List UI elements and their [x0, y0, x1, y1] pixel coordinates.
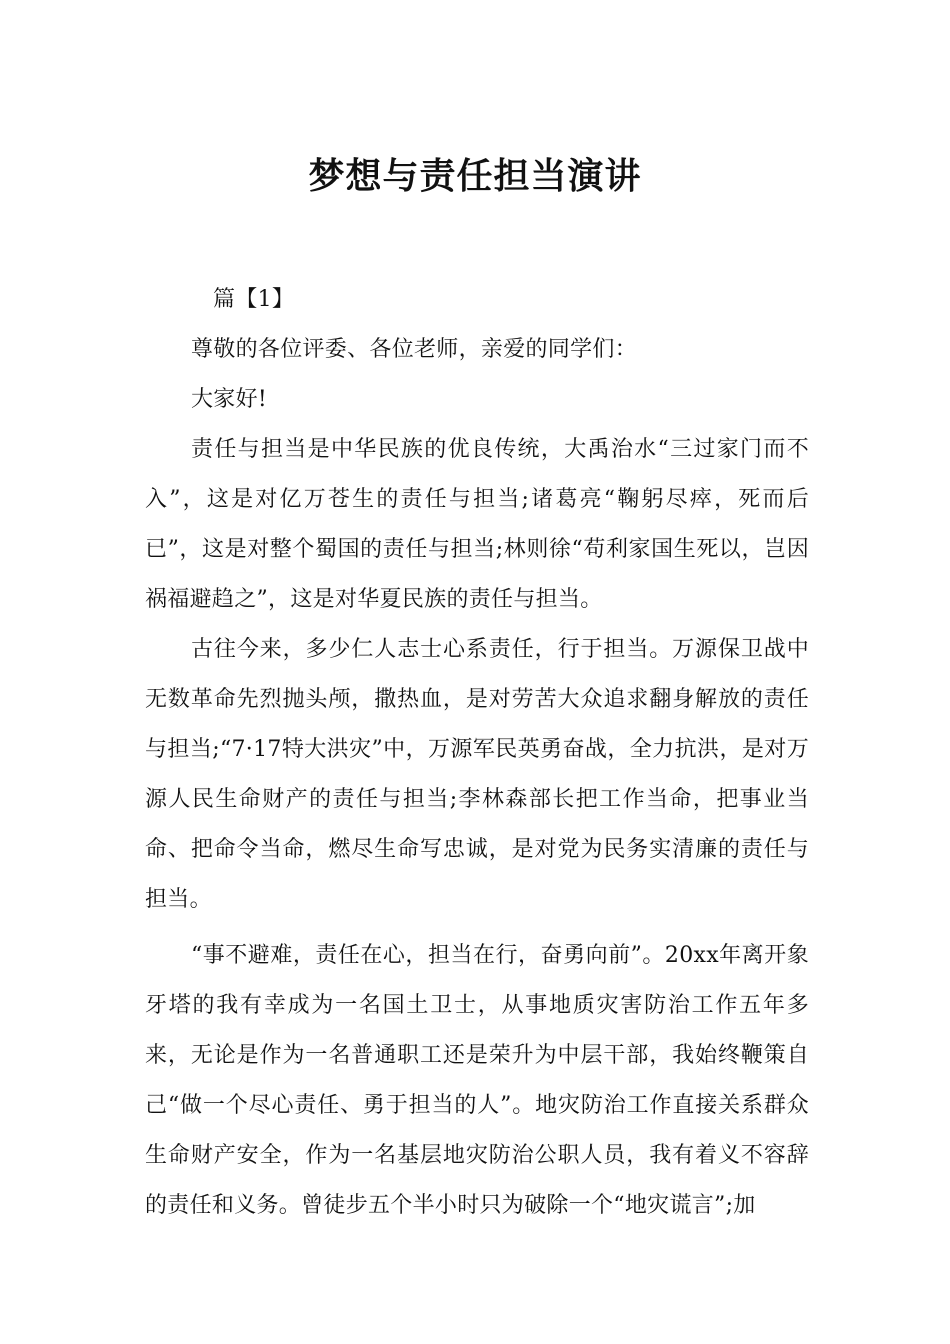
document-title: 梦想与责任担当演讲 [308, 156, 642, 198]
greeting-paragraph: 大家好! [191, 387, 268, 412]
body-paragraph: “事不避难，责任在心，担当在行，奋勇向前”。20xx年离开象牙塔的我有幸成为一名国土卫士，从事地质灾害防治工作五年多来，无论是作为一名普通职工还是荣升为中层干部，我始终鞭策自己“做一个尽心责任、勇于担当的人”。地灾防治工作直接关系群众生命财产安全，作为一名基层地灾防治公职人员，我有着义不容辞的责任和义务。曾徒步五个半小时只为破除一个“地灾谎言”;加 [145, 943, 809, 1218]
body-paragraph: 责任与担当是中华民族的优良传统，大禹治水“三过家门而不入”，这是对亿万苍生的责任与担当;诸葛亮“鞠躬尽瘁，死而后已”，这是对整个蜀国的责任与担当;林则徐“苟利家国生死以，岂因祸福避趋之”，这是对华夏民族的责任与担当。 [145, 437, 809, 612]
section-label: 篇【1】 [213, 287, 295, 312]
document-body [145, 275, 809, 1231]
body-paragraph: 古往今来，多少仁人志士心系责任，行于担当。万源保卫战中无数革命先烈抛头颅，撒热血，是对劳苦大众追求翻身解放的责任与担当;“7·17特大洪灾”中，万源军民英勇奋战，全力抗洪，是对万源人民生命财产的责任与担当;李林森部长把工作当命，把事业当命、把命令当命，燃尽生命写忠诚，是对党为民务实清廉的责任与担当。 [145, 637, 809, 912]
salutation-paragraph: 尊敬的各位评委、各位老师，亲爱的同学们： [191, 337, 638, 362]
